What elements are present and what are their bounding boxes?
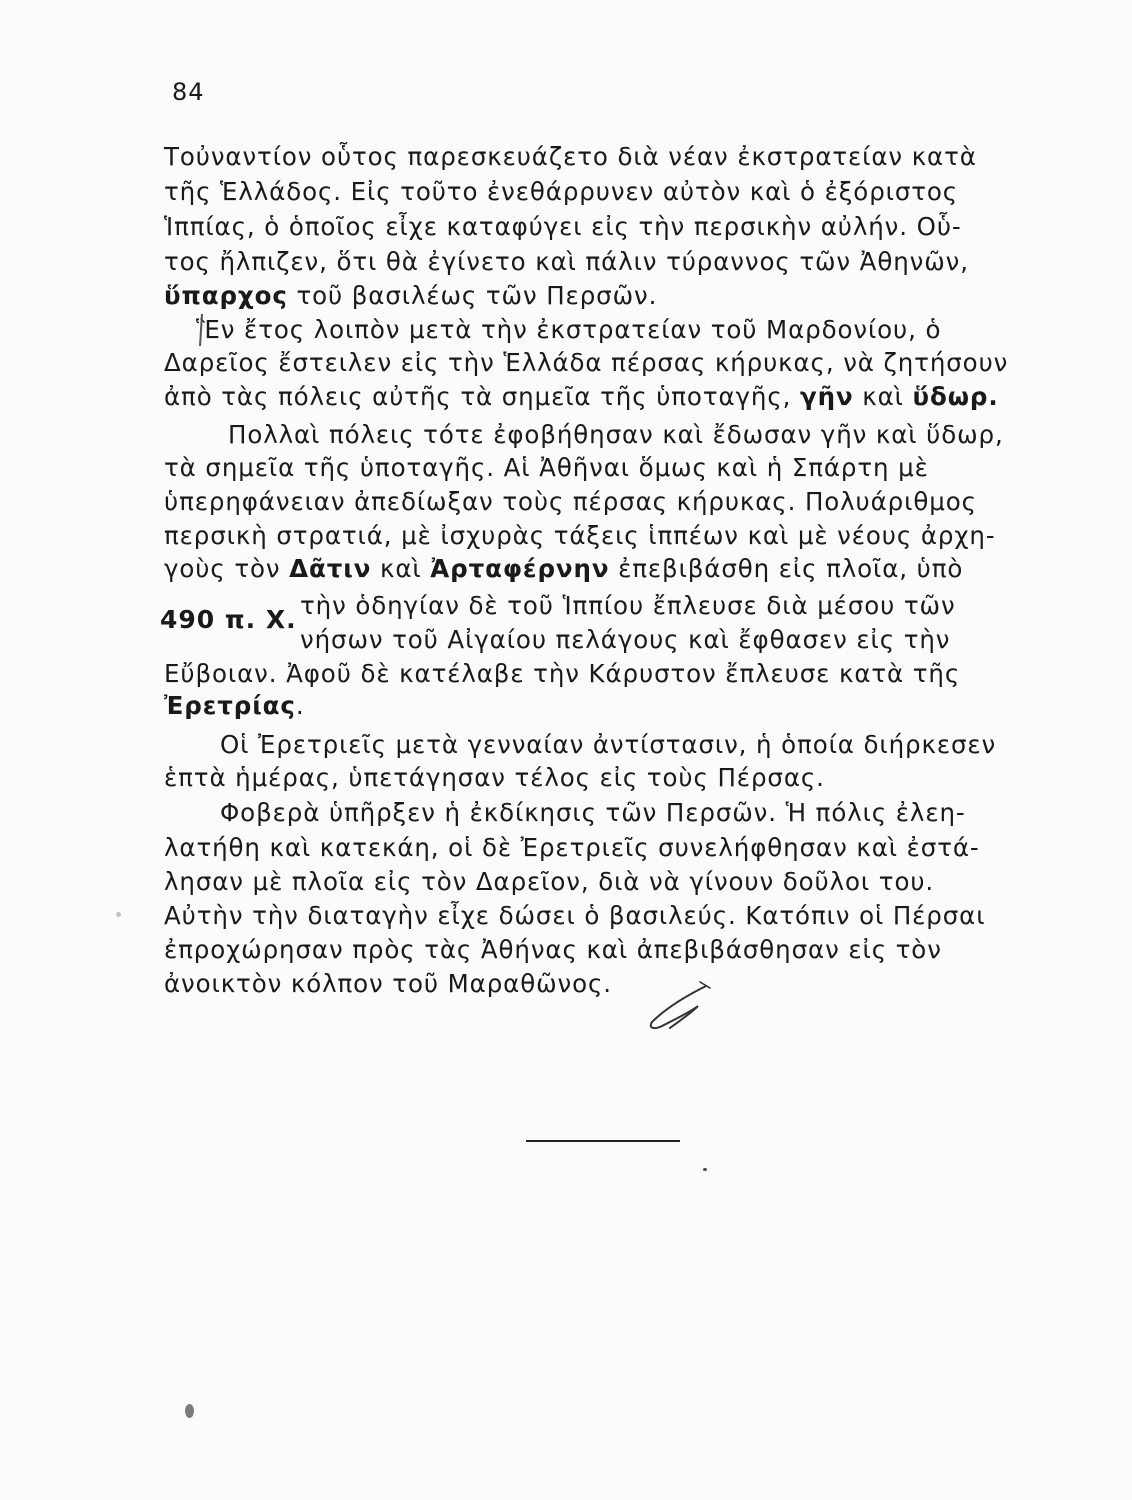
handwritten-flourish-mark xyxy=(640,978,720,1036)
text-line: ἀνοικτὸν κόλπον τοῦ Μαραθῶνος. xyxy=(164,969,612,998)
text-line: ἀπὸ τὰς πόλεις αὐτῆς τὰ σημεῖα τῆς ὑποταγῆς, γῆν καὶ ὕδωρ. xyxy=(164,382,999,411)
section-end-rule xyxy=(526,1140,680,1142)
text-line: ἐπροχώρησαν πρὸς τὰς Ἀθήνας καὶ ἀπεβιβάσθησαν εἰς τὸν xyxy=(164,935,942,964)
text-line: τὴν ὁδηγίαν δὲ τοῦ Ἱππίου ἔπλευσε διὰ μέσου τῶν xyxy=(300,591,956,620)
bold-name: Ἐρετρίας xyxy=(164,691,296,720)
text-line: τῆς Ἑλλάδος. Εἰς τοῦτο ἐνεθάρρυνεν αὐτὸν καὶ ὁ ἐξόριστος xyxy=(164,177,959,206)
text-line: Δαρεῖος ἔστειλεν εἰς τὴν Ἑλλάδα πέρσας κήρυκας, νὰ ζητήσουν xyxy=(164,348,1009,377)
text-line: Εὔβοιαν. Ἀφοῦ δὲ κατέλαβε τὴν Κάρυστον ἔπλευσε κατὰ τῆς xyxy=(164,659,961,688)
text-line: ἑπτὰ ἡμέρας, ὑπετάγησαν τέλος εἰς τοὺς Πέρσας. xyxy=(164,763,825,792)
pencil-tick-mark xyxy=(196,312,208,348)
paper-speck xyxy=(185,1404,194,1418)
text-line: νήσων τοῦ Αἰγαίου πελάγους καὶ ἔφθασεν εἰς τὴν xyxy=(300,625,951,654)
text-line: λατήθη καὶ κατεκάη, οἱ δὲ Ἐρετριεῖς συνελήφθησαν καὶ ἐστά- xyxy=(164,833,980,862)
bold-term: ὕδωρ. xyxy=(912,382,999,411)
page-number: 84 xyxy=(172,78,205,106)
text-line: Ἱππίας, ὁ ὁποῖος εἶχε καταφύγει εἰς τὴν περσικὴν αὐλήν. Οὗ- xyxy=(164,212,962,241)
text-line: Ἐρετρίας. xyxy=(164,691,305,720)
paper-speck xyxy=(703,1168,707,1171)
bold-name: Δᾶτιν xyxy=(289,554,372,583)
text-line: τὰ σημεῖα τῆς ὑποταγῆς. Αἱ Ἀθῆναι ὅμως καὶ ἡ Σπάρτη μὲ xyxy=(164,453,929,482)
text-line: τος ἤλπιζεν, ὅτι θὰ ἐγίνετο καὶ πάλιν τύραννος τῶν Ἀθηνῶν, xyxy=(164,247,969,276)
text-line: γοὺς τὸν Δᾶτιν καὶ Ἀρταφέρνην ἐπεβιβάσθη εἰς πλοῖα, ὑπὸ xyxy=(164,554,964,583)
margin-date-note: 490 π. Χ. xyxy=(160,605,297,634)
bold-term: γῆν xyxy=(800,382,854,411)
text-line: ὑπερηφάνειαν ἀπεδίωξαν τοὺς πέρσας κήρυκας. Πολυάριθμος xyxy=(164,487,977,516)
text-line: περσικὴ στρατιά, μὲ ἰσχυρὰς τάξεις ἱππέων καὶ μὲ νέους ἀρχη- xyxy=(164,521,996,550)
text-line: Αὐτὴν τὴν διαταγὴν εἶχε δώσει ὁ βασιλεύς. Κατόπιν οἱ Πέρσαι xyxy=(164,901,986,930)
text-line: ὕπαρχος τοῦ βασιλέως τῶν Περσῶν. xyxy=(164,281,658,310)
bold-term: ὕπαρχος xyxy=(164,281,288,310)
text-line: Οἱ Ἐρετριεῖς μετὰ γενναίαν ἀντίστασιν, ἡ ὁποία διήρκεσεν xyxy=(220,730,997,759)
text-line: λησαν μὲ πλοῖα εἰς τὸν Δαρεῖον, διὰ νὰ γίνουν δοῦλοι του. xyxy=(164,867,935,896)
text-line: Τοὐναντίον οὗτος παρεσκευάζετο διὰ νέαν ἐκστρατείαν κατὰ xyxy=(164,142,977,171)
text-line: Ἓν ἔτος λοιπὸν μετὰ τὴν ἐκστρατείαν τοῦ Μαρδονίου, ὁ xyxy=(196,315,942,344)
paper-speck xyxy=(116,912,121,917)
text-line: Φοβερὰ ὑπῆρξεν ἡ ἐκδίκησις τῶν Περσῶν. Ἡ πόλις ἐλεη- xyxy=(220,798,966,827)
text-line: Πολλαὶ πόλεις τότε ἐφοβήθησαν καὶ ἔδωσαν γῆν καὶ ὕδωρ, xyxy=(228,420,1004,449)
bold-name: Ἀρταφέρνην xyxy=(430,554,610,583)
